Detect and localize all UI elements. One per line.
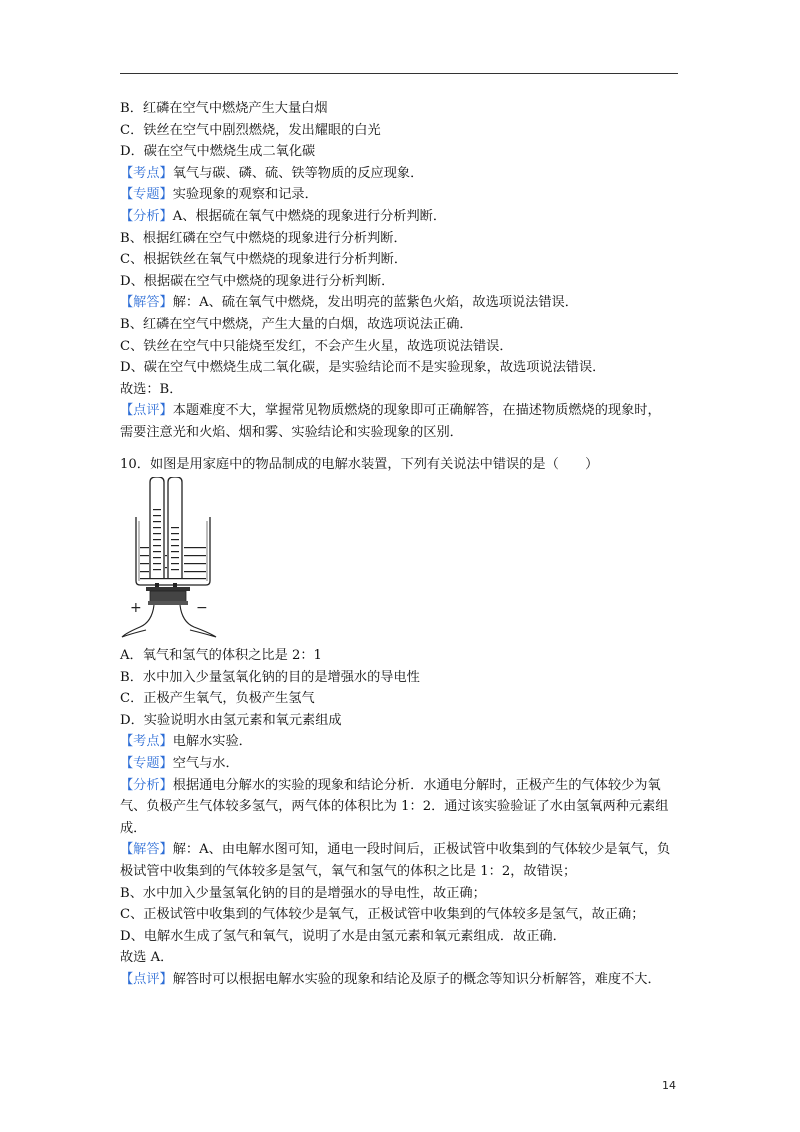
fenxi-line (120, 775, 690, 797)
fenxi-line-c: C、根据铁丝在氧气中燃烧的现象进行分析判断． (120, 252, 408, 268)
question-stem: 10．如图是用家庭中的物品制成的电解水装置，下列有关说法中错误的是（ ） (120, 457, 599, 472)
fenxi-line (120, 206, 690, 228)
jieda-line-b: B、水中加入少量氢氧化钠的目的是增强水的导电性，故正确； (120, 885, 486, 901)
positive-label: + (130, 600, 142, 616)
option-a: A．氧气和氢气的体积之比是 2：1 (120, 648, 322, 663)
page-number: 14 (662, 1079, 676, 1092)
option-c: C．铁丝在空气中剧烈燃烧，发出耀眼的白光 (120, 122, 381, 138)
question-10-body (120, 645, 690, 991)
kaodian-line (120, 731, 690, 753)
tube-right-water (171, 527, 179, 570)
negative-label: − (196, 600, 208, 616)
zhuanti-text: 实验现象的观察和记录． (172, 187, 318, 203)
zhuanti-text: 空气与水． (172, 755, 239, 771)
jieda-line-d: D、电解水生成了氢气和氧气，说明了水是由氢元素和氧元素组成．故正确． (120, 928, 566, 944)
option-d: D．碳在空气中燃烧生成二氧化碳 (120, 144, 316, 160)
fenxi-line-3: 成． (120, 820, 147, 836)
jieda-line-b: B、红磷在空气中燃烧，产生大量的白烟，故选项说法正确． (120, 316, 473, 332)
option-d: D．实验说明水由氢元素和氧元素组成 (120, 712, 342, 728)
electrolysis-apparatus-figure (118, 477, 228, 642)
jieda-text: 解：A、由电解水图可知，通电一段时间后，正极试管中收集到的气体较少是氧气，负 (172, 842, 671, 858)
zhuanti-tag: 【专题】 (120, 755, 173, 771)
fenxi-line-b: B、根据红磷在空气中燃烧的现象进行分析判断． (120, 230, 407, 246)
question-9-solution (120, 98, 690, 444)
zhuanti-line (120, 753, 690, 775)
dianping-tag: 【点评】 (120, 971, 173, 987)
option-b: B．水中加入少量氢氧化钠的目的是增强水的导电性 (120, 669, 420, 685)
zhuanti-line (120, 184, 690, 206)
jieda-line (120, 292, 690, 314)
jieda-line-c: C、铁丝在空气中只能烧至发红，不会产生火星，故选项说法错误． (120, 338, 513, 354)
jieda-tag: 【解答】 (120, 842, 173, 858)
fenxi-tag: 【分析】 (120, 208, 173, 224)
dianping-text: 解答时可以根据电解水实验的现象和结论及原子的概念等知识分析解答，难度不大． (172, 971, 661, 987)
option-c: C．正极产生氧气，负极产生氢气 (120, 691, 315, 707)
option-b: B．红磷在空气中燃烧产生大量白烟 (120, 101, 328, 116)
kaodian-line (120, 163, 690, 185)
jieda-line-c: C、正极试管中收集到的气体较少是氧气，正极试管中收集到的气体较多是氢气，故正确； (120, 907, 645, 923)
zhuanti-tag: 【专题】 (120, 187, 173, 203)
jieda-text: 解：A、硫在氧气中燃烧，发出明亮的蓝紫色火焰，故选项说法错误． (172, 295, 578, 311)
dianping-line-2: 需要注意光和火焰、烟和雾、实验结论和实验现象的区别． (120, 424, 463, 440)
kaodian-text: 电解水实验． (172, 734, 252, 750)
kaodian-tag: 【考点】 (120, 165, 173, 181)
jieda-tag: 【解答】 (120, 295, 173, 311)
kaodian-text: 氧气与碳、磷、硫、铁等物质的反应现象． (172, 165, 424, 181)
jieda-line-2: 极试管中收集到的气体较多是氢气，氧气和氢气的体积之比是 1：2，故错误； (120, 863, 577, 879)
fenxi-tag: 【分析】 (120, 777, 173, 793)
fenxi-line-d: D、根据碳在空气中燃烧的现象进行分析判断． (120, 273, 395, 289)
answer-line: 故选 A． (120, 950, 174, 966)
dianping-line (120, 400, 690, 422)
answer-line: 故选：B． (120, 381, 183, 397)
fenxi-text: A、根据硫在氧气中燃烧的现象进行分析判断． (172, 208, 447, 224)
question-10-stem (120, 454, 690, 476)
battery-base (146, 583, 190, 605)
jieda-line-d: D、碳在空气中燃烧生成二氧化碳，是实验结论而不是实验现象，故选项说法错误． (120, 360, 606, 376)
dianping-line (120, 969, 690, 991)
dianping-tag: 【点评】 (120, 403, 173, 419)
fenxi-text: 根据通电分解水的实验的现象和结论分析．水通电分解时，正极产生的气体较少为氧 (172, 777, 661, 793)
jieda-line (120, 839, 690, 861)
header-rule (120, 73, 678, 74)
tube-left-water (153, 509, 161, 570)
fenxi-line-2: 气、负极产生气体较多氢气，两气体的体积比为 1：2．通过该实验验证了水由氢氧两种元素组 (120, 799, 669, 815)
dianping-text: 本题难度不大，掌握常见物质燃烧的现象即可正确解答，在描述物质燃烧的现象时， (172, 403, 661, 419)
kaodian-tag: 【考点】 (120, 734, 173, 750)
